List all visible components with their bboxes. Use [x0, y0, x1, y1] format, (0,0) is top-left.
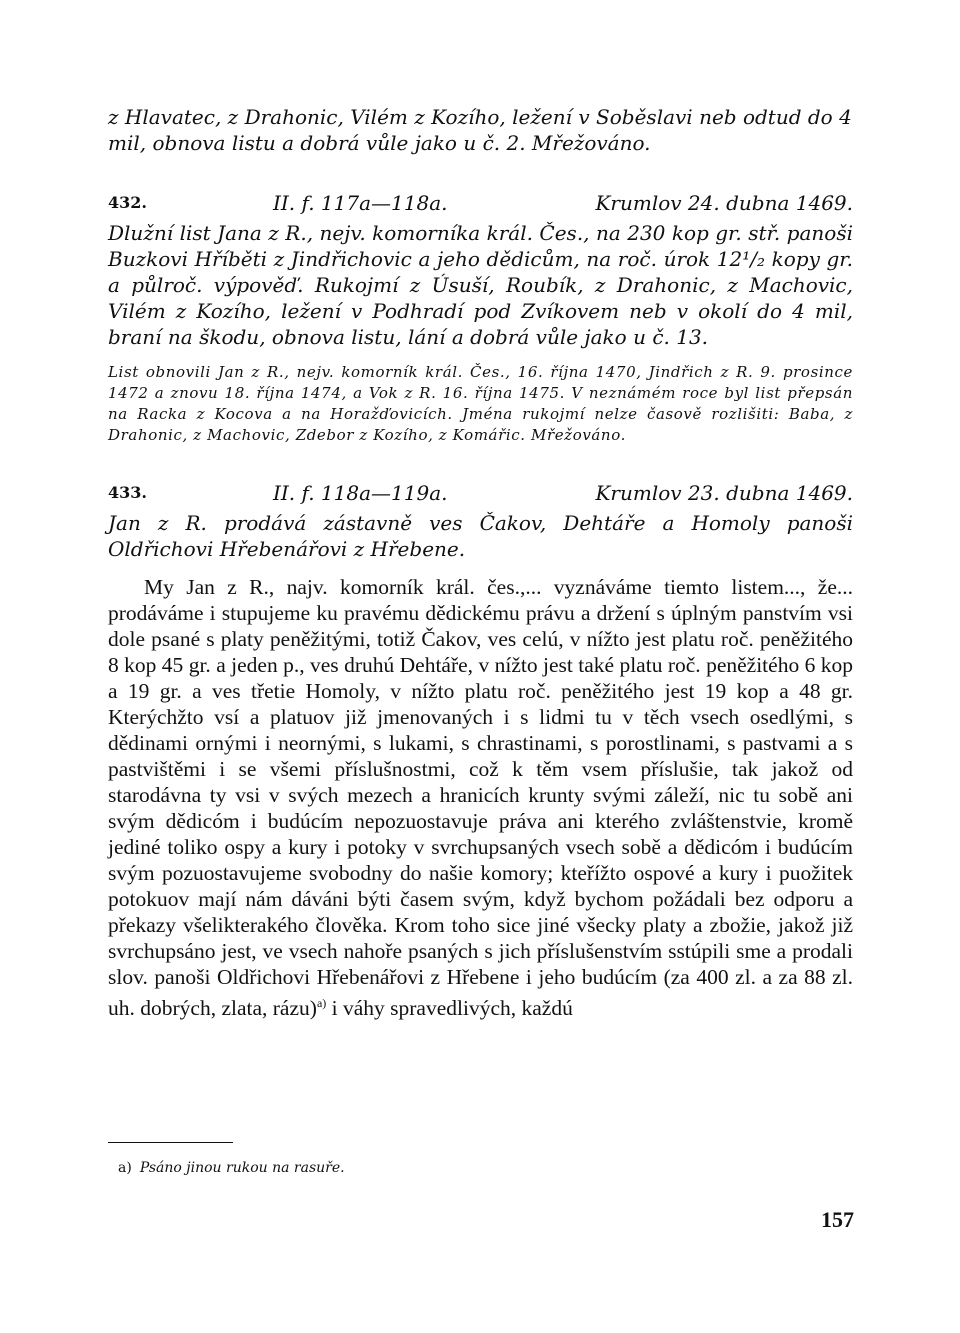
entry-folio: II. f. 118a—119a.: [273, 481, 448, 505]
footnote-reference: a): [316, 996, 327, 1010]
footnote: [118, 1158, 345, 1178]
entry-433: [108, 480, 853, 1021]
entry-place-date: Krumlov 24. dubna 1469.: [595, 191, 853, 215]
footnote-text: Psáno jinou rukou na rasuře.: [139, 1160, 345, 1176]
footnote-mark: a): [118, 1160, 132, 1176]
entry-regest: Dlužní list Jana z R., nejv. komorníka král. Čes., na 230 kop gr. stř. panoši Buzkovi Hříběti z Jindřichovic a jeho dědicům, na roč. úrok 12¹/₂ kopy gr. a půlroč. výpověď. Rukojmí z Úsuší, Roubík, z Drahonic, z Machovic, Vilém z Kozího, ležení v Podhradí pod Zvíkovem neb v okolí do 4 mil, braní na škodu, obnova listu, lání a dobrá vůle jako u č. 13.: [108, 221, 853, 349]
entry-heading: [108, 480, 853, 506]
continuation-paragraph: z Hlavatec, z Drahonic, Vilém z Kozího, ležení v Soběslavi neb odtud do 4 mil, obnova listu a dobrá vůle jako u č. 2. Mřežováno.: [108, 105, 852, 155]
page-number: 157: [821, 1207, 854, 1232]
body-text-part: i váhy spravedlivých, každú: [326, 996, 573, 1021]
entry-folio: II. f. 117a—118a.: [273, 191, 448, 215]
entry-432: [108, 190, 853, 446]
entry-regest: Jan z R. prodává zástavně ves Čakov, Dehtáře a Homoly panoši Oldřichovi Hřebenářovi z Hřebene.: [108, 511, 853, 561]
page-content: [108, 100, 853, 1021]
entry-number: 433.: [108, 483, 147, 502]
entry-number: 432.: [108, 193, 147, 212]
entry-note: List obnovili Jan z R., nejv. komorník král. Čes., 16. října 1470, Jindřich z R. 9. prosince 1472 a znovu 18. října 1474, a Vok z R. 16. října 1475. V neznámém roce byl list přepsán na Racka z Kocova a na Horažďovicích. Jména rukojmí nelze časově rozlišiti: Baba, z Drahonic, z Machovic, Zdebor z Kozího, z Komářic. Mřežováno.: [108, 363, 853, 444]
footnote-divider: [108, 1142, 233, 1143]
entry-heading: [108, 190, 853, 216]
entry-body-text: [108, 574, 853, 1021]
body-text-part: My Jan z R., najv. komorník král. čes.,... vyznáváme tiemto listem..., že... prodáváme i stupujeme ku pravému dědickému právu a držení s úplným panstvím vsi dole psané s platy peněžitými, totiž Čakov, ves celú, v nížto jest platu roč. peněžitého 8 kop 45 gr. a jeden p., ves druhú Dehtáře, v nížto jest také platu roč. peněžitého 6 kop a 19 gr. a ves třetie Homoly, v nížto platu roč. peněžitého jest 19 kop a 48 gr. Kterýchžto vsí a platuov již jmenovaných i s lidmi tu v těch vsech osedlými, s dědinami ornými i neornými, s lukami, s chrastinami, s porostlinami, s pastvami a s pastvištěmi i se všemi příslušnostmi, což k těm vsem příslušie, tak jakož od starodávna ty vsi v svých mezech a hranicích krunty svými záleží, nic tu sobě ani svým dědicóm i budúcím nepozuostavuje práva ani kterého zvláštenstvie, kromě jediné toliko ospy a kury i potoky v svrchupsaných vsech sobě a dědicóm i budúcím svým pozuostavujeme svobodny do našie komory; kteřížto ospové a kury i puožitek potokuov mají nám dáváni býti časem svým, když bychom požádali bez odporu a překazy všelikterakého člověka. Krom toho sice jiné všecky platy a zbožie, jakož již svrchupsáno jest, ve vsech nahoře psaných s jich příslušenstvím sstúpili sme a prodali slov. panoši Oldřichovi Hřebenářovi z Hřebene i jeho budúcím (za 400 zl. a za 88 zl. uh. dobrých, zlata, rázu): [108, 575, 853, 1021]
entry-place-date: Krumlov 23. dubna 1469.: [595, 481, 853, 505]
